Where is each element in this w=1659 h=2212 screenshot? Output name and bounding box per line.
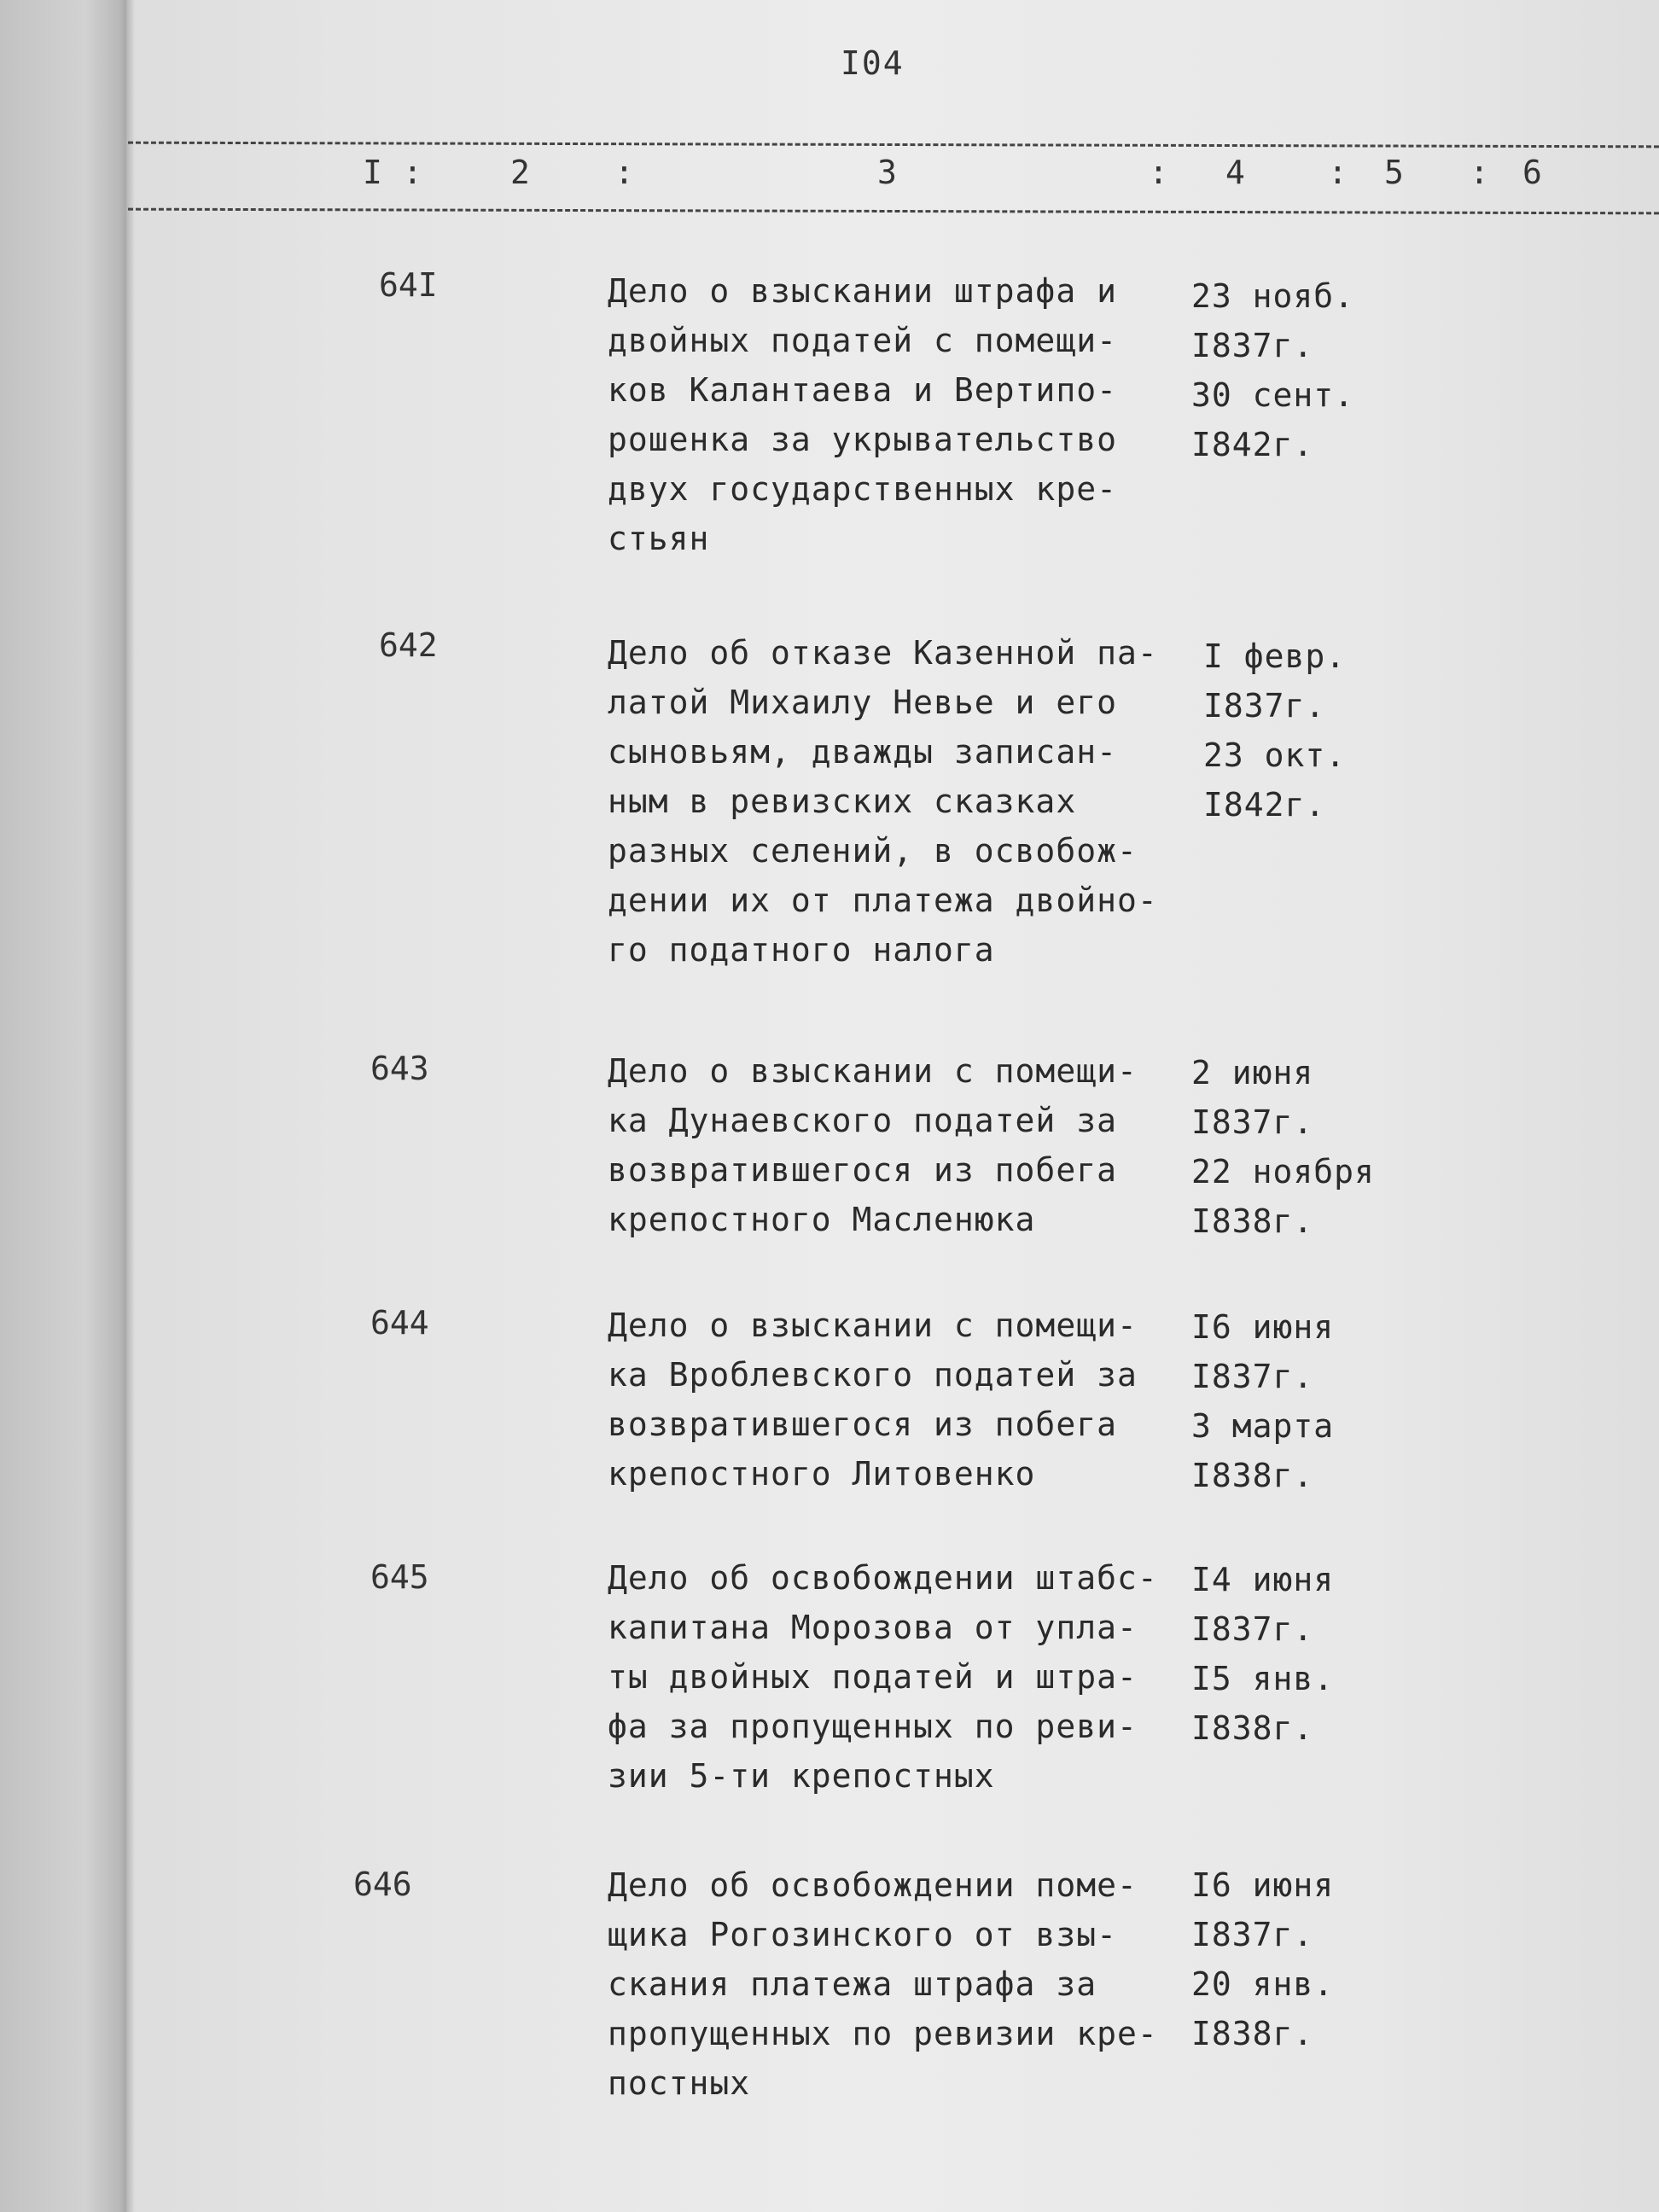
start-year: I837г. [1191,1610,1314,1648]
start-date: 2 июня [1191,1054,1314,1091]
end-date: 20 янв. [1191,1965,1335,2003]
description-line: сыновьям, дважды записан- [608,733,1117,771]
end-date: 23 окт. [1203,736,1347,774]
description-line: фа за пропущенных по реви- [608,1708,1138,1745]
description-line: зии 5-ти крепостных [608,1757,995,1795]
description-line: ка Дунаевского податей за [608,1102,1117,1139]
column-separator: : [403,154,422,191]
end-date: I5 янв. [1191,1660,1335,1697]
end-year: I838г. [1191,1457,1314,1494]
page-number: I04 [841,44,905,82]
description-line: двойных податей с помещи- [608,322,1117,359]
start-date: I6 июня [1191,1308,1335,1346]
binding-gutter [0,0,126,2212]
description-line: двух государственных кре- [608,470,1117,508]
description-line: крепостного Масленюка [608,1201,1036,1238]
entry-description [608,1553,1205,1801]
header-rule-top [128,142,1659,148]
entry-number: 64I [379,266,438,304]
description-line: латой Михаилу Невье и его [608,684,1117,721]
description-line: Дело о взыскании штрафа и [608,272,1117,310]
column-header-2: 2 [510,154,530,191]
description-line: разных селений, в освобож- [608,832,1138,870]
column-header-4: 4 [1225,154,1245,191]
description-line: ным в ревизских сказках [608,783,1077,820]
end-date: 30 сент. [1191,376,1355,414]
description-line: Дело об освобождении поме- [608,1866,1138,1904]
end-year: I838г. [1191,2015,1314,2052]
entry-description [608,628,1205,975]
description-line: стьян [608,520,710,557]
entry-description [608,266,1205,563]
start-date: 23 нояб. [1191,277,1355,315]
column-separator: : [1328,154,1348,191]
description-line: го податного налога [608,931,995,969]
description-line: ков Калантаева и Вертипо- [608,371,1117,409]
entry-dates [1203,632,1408,830]
header-rule-bottom [128,208,1659,215]
start-date: I4 июня [1191,1561,1335,1598]
description-line: ты двойных податей и штра- [608,1658,1138,1696]
description-line: Дело об отказе Казенной па- [608,634,1158,672]
entry-dates [1191,1302,1396,1500]
start-year: I837г. [1191,327,1314,364]
binding-shadow [126,0,135,2212]
description-line: Дело об освобождении штабс- [608,1559,1158,1597]
entry-description [608,1860,1205,2108]
column-header-1: I [363,154,382,191]
column-header-6: 6 [1522,154,1542,191]
entry-description [608,1046,1205,1244]
column-header-3: 3 [877,154,897,191]
description-line: возвратившегося из побега [608,1406,1117,1443]
start-year: I837г. [1191,1103,1314,1141]
entry-number: 644 [370,1304,429,1342]
end-year: I842г. [1203,786,1326,824]
column-header-5: 5 [1384,154,1404,191]
end-date: 3 марта [1191,1407,1335,1445]
description-line: щика Рогозинского от взы- [608,1916,1117,1953]
end-year: I838г. [1191,1202,1314,1240]
entry-number: 645 [370,1558,429,1596]
end-year: I842г. [1191,426,1314,463]
description-line: рошенка за укрывательство [608,421,1117,458]
description-line: дении их от платежа двойно- [608,882,1158,919]
entry-dates [1191,271,1396,469]
entry-number: 646 [353,1866,412,1903]
start-year: I837г. [1191,1916,1314,1953]
description-line: Дело о взыскании с помещи- [608,1307,1138,1344]
description-line: постных [608,2064,751,2102]
start-date: I6 июня [1191,1866,1335,1904]
description-line: пропущенных по ревизии кре- [608,2015,1158,2052]
entry-dates [1191,1860,1396,2058]
entry-dates [1191,1555,1396,1753]
description-line: возвратившегося из побега [608,1151,1117,1189]
column-separator: : [1470,154,1489,191]
entry-dates [1191,1048,1396,1246]
column-separator: : [614,154,634,191]
description-line: капитана Морозова от упла- [608,1609,1138,1646]
description-line: крепостного Литовенко [608,1455,1036,1493]
start-year: I837г. [1203,687,1326,725]
entry-number: 642 [379,626,438,664]
description-line: Дело о взыскании с помещи- [608,1052,1138,1090]
end-year: I838г. [1191,1709,1314,1747]
start-year: I837г. [1191,1358,1314,1395]
end-date: 22 ноября [1191,1153,1375,1190]
start-date: I февр. [1203,637,1347,675]
entry-description [608,1301,1205,1499]
column-separator: : [1149,154,1168,191]
entry-number: 643 [370,1050,429,1087]
description-line: скания платежа штрафа за [608,1965,1097,2003]
description-line: ка Вроблевского податей за [608,1356,1138,1394]
